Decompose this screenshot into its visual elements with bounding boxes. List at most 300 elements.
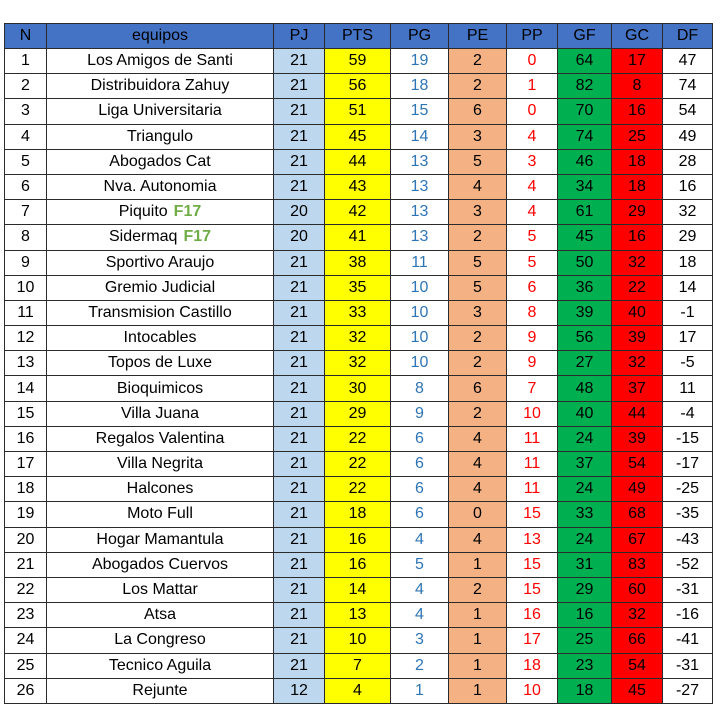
cell-pj: 21 (274, 477, 325, 502)
cell-gc: 32 (612, 250, 663, 275)
cell-gf: 64 (558, 49, 612, 74)
cell-pg: 13 (391, 149, 449, 174)
cell-gf: 70 (558, 99, 612, 124)
team-name: Rejunte (132, 681, 188, 699)
cell-gc: 44 (612, 401, 663, 426)
team-name: La Congreso (114, 631, 206, 649)
cell-team (47, 603, 274, 628)
cell-position: 4 (5, 124, 47, 149)
cell-pg: 19 (391, 49, 449, 74)
cell-pg: 10 (391, 326, 449, 351)
cell-team (47, 250, 274, 275)
table-row (5, 351, 713, 376)
cell-pe: 6 (449, 99, 507, 124)
cell-pp: 10 (507, 401, 558, 426)
cell-position: 2 (5, 74, 47, 99)
cell-df: -43 (663, 527, 713, 552)
cell-gf: 27 (558, 351, 612, 376)
cell-pe: 4 (449, 174, 507, 199)
cell-pg: 14 (391, 124, 449, 149)
cell-pp: 18 (507, 653, 558, 678)
cell-pp: 6 (507, 275, 558, 300)
team-name: Abogados Cuervos (91, 555, 229, 573)
cell-pts: 18 (325, 502, 391, 527)
table-row (5, 502, 713, 527)
cell-pts: 59 (325, 49, 391, 74)
team-name: Triangulo (126, 127, 194, 145)
team-name: Halcones (126, 480, 194, 498)
cell-df: -52 (663, 552, 713, 577)
cell-pj: 20 (274, 200, 325, 225)
header-pts: PTS (325, 24, 391, 49)
cell-gc: 18 (612, 149, 663, 174)
cell-position: 13 (5, 351, 47, 376)
cell-pts: 7 (325, 653, 391, 678)
cell-gf: 37 (558, 452, 612, 477)
cell-pe: 4 (449, 426, 507, 451)
cell-gf: 29 (558, 577, 612, 602)
cell-team (47, 628, 274, 653)
cell-team (47, 527, 274, 552)
cell-position: 18 (5, 477, 47, 502)
table-row (5, 49, 713, 74)
cell-pj: 21 (274, 603, 325, 628)
cell-gf: 33 (558, 502, 612, 527)
cell-pe: 2 (449, 401, 507, 426)
cell-position: 20 (5, 527, 47, 552)
cell-gf: 23 (558, 653, 612, 678)
cell-pts: 10 (325, 628, 391, 653)
table-row (5, 200, 713, 225)
cell-df: 18 (663, 250, 713, 275)
cell-gc: 32 (612, 351, 663, 376)
cell-pp: 16 (507, 603, 558, 628)
cell-pj: 21 (274, 49, 325, 74)
cell-pg: 10 (391, 300, 449, 325)
cell-team (47, 477, 274, 502)
cell-team (47, 401, 274, 426)
team-name: Liga Universitaria (98, 102, 222, 120)
cell-pe: 2 (449, 326, 507, 351)
cell-gc: 67 (612, 527, 663, 552)
cell-team (47, 376, 274, 401)
cell-gc: 83 (612, 552, 663, 577)
cell-pg: 10 (391, 351, 449, 376)
table-row (5, 124, 713, 149)
cell-pg: 13 (391, 200, 449, 225)
cell-pp: 15 (507, 502, 558, 527)
cell-pts: 51 (325, 99, 391, 124)
team-name: Sportivo Araujo (105, 253, 215, 271)
cell-pj: 21 (274, 250, 325, 275)
cell-pts: 32 (325, 351, 391, 376)
cell-position: 11 (5, 300, 47, 325)
cell-team (47, 351, 274, 376)
cell-position: 6 (5, 174, 47, 199)
table-row (5, 653, 713, 678)
cell-pts: 42 (325, 200, 391, 225)
cell-gc: 25 (612, 124, 663, 149)
cell-gf: 16 (558, 603, 612, 628)
cell-team (47, 502, 274, 527)
cell-pg: 6 (391, 502, 449, 527)
team-name: Tecnico Aguila (108, 656, 212, 674)
cell-position: 14 (5, 376, 47, 401)
cell-pts: 16 (325, 552, 391, 577)
cell-pp: 9 (507, 351, 558, 376)
cell-pp: 4 (507, 200, 558, 225)
cell-pj: 21 (274, 275, 325, 300)
team-name: Villa Negrita (117, 455, 203, 473)
cell-pj: 12 (274, 678, 325, 703)
cell-pg: 15 (391, 99, 449, 124)
table-body (5, 49, 713, 704)
cell-pj: 21 (274, 74, 325, 99)
cell-pg: 9 (391, 401, 449, 426)
cell-pe: 3 (449, 124, 507, 149)
cell-team (47, 452, 274, 477)
cell-gc: 17 (612, 49, 663, 74)
cell-df: -4 (663, 401, 713, 426)
cell-pp: 0 (507, 99, 558, 124)
cell-df: -16 (663, 603, 713, 628)
team-name: Transmision Castillo (88, 303, 232, 321)
cell-gc: 60 (612, 577, 663, 602)
cell-gf: 40 (558, 401, 612, 426)
cell-pts: 4 (325, 678, 391, 703)
cell-df: 28 (663, 149, 713, 174)
cell-position: 8 (5, 225, 47, 250)
cell-df: 54 (663, 99, 713, 124)
cell-gf: 31 (558, 552, 612, 577)
cell-df: -1 (663, 300, 713, 325)
cell-pj: 21 (274, 653, 325, 678)
cell-gf: 46 (558, 149, 612, 174)
cell-gf: 61 (558, 200, 612, 225)
cell-team (47, 426, 274, 451)
cell-team (47, 174, 274, 199)
cell-pg: 8 (391, 376, 449, 401)
header-pg: PG (391, 24, 449, 49)
team-name: Los Mattar (122, 581, 198, 599)
cell-gc: 45 (612, 678, 663, 703)
cell-gc: 18 (612, 174, 663, 199)
cell-pp: 10 (507, 678, 558, 703)
cell-pp: 11 (507, 477, 558, 502)
cell-position: 7 (5, 200, 47, 225)
cell-pe: 2 (449, 225, 507, 250)
cell-pe: 5 (449, 250, 507, 275)
cell-pe: 2 (449, 74, 507, 99)
cell-team (47, 74, 274, 99)
team-name: Villa Juana (121, 404, 199, 422)
cell-pg: 2 (391, 653, 449, 678)
cell-pts: 41 (325, 225, 391, 250)
table-row (5, 74, 713, 99)
cell-pts: 35 (325, 275, 391, 300)
table-row (5, 603, 713, 628)
cell-df: 47 (663, 49, 713, 74)
team-name: Abogados Cat (109, 152, 211, 170)
table-row (5, 678, 713, 703)
cell-pp: 17 (507, 628, 558, 653)
header-gc: GC (612, 24, 663, 49)
team-tag: F17 (183, 228, 212, 246)
cell-pp: 1 (507, 74, 558, 99)
table-row (5, 527, 713, 552)
cell-position: 10 (5, 275, 47, 300)
table-row (5, 426, 713, 451)
cell-gf: 36 (558, 275, 612, 300)
cell-pp: 9 (507, 326, 558, 351)
cell-gf: 56 (558, 326, 612, 351)
cell-pj: 21 (274, 149, 325, 174)
cell-pj: 21 (274, 577, 325, 602)
cell-pe: 6 (449, 376, 507, 401)
cell-pe: 3 (449, 200, 507, 225)
cell-team (47, 577, 274, 602)
cell-df: 49 (663, 124, 713, 149)
cell-pp: 5 (507, 225, 558, 250)
cell-team (47, 225, 274, 250)
cell-pg: 13 (391, 174, 449, 199)
table-row (5, 326, 713, 351)
cell-gc: 16 (612, 225, 663, 250)
cell-df: -25 (663, 477, 713, 502)
cell-team (47, 99, 274, 124)
cell-team (47, 552, 274, 577)
cell-df: -41 (663, 628, 713, 653)
cell-pe: 2 (449, 49, 507, 74)
cell-position: 19 (5, 502, 47, 527)
cell-team (47, 275, 274, 300)
cell-position: 22 (5, 577, 47, 602)
cell-gc: 68 (612, 502, 663, 527)
cell-gf: 24 (558, 527, 612, 552)
cell-team (47, 326, 274, 351)
cell-pe: 1 (449, 603, 507, 628)
header-team: equipos (47, 24, 274, 49)
cell-position: 15 (5, 401, 47, 426)
cell-df: -31 (663, 653, 713, 678)
cell-pe: 5 (449, 149, 507, 174)
cell-position: 25 (5, 653, 47, 678)
cell-pp: 15 (507, 577, 558, 602)
cell-pe: 5 (449, 275, 507, 300)
team-name: Nva. Autonomia (103, 178, 217, 196)
cell-pp: 8 (507, 300, 558, 325)
cell-pts: 44 (325, 149, 391, 174)
header-row (5, 24, 713, 49)
cell-df: -27 (663, 678, 713, 703)
team-name: Regalos Valentina (95, 429, 225, 447)
cell-pts: 29 (325, 401, 391, 426)
cell-pj: 21 (274, 628, 325, 653)
cell-team (47, 678, 274, 703)
cell-pg: 5 (391, 552, 449, 577)
cell-gc: 40 (612, 300, 663, 325)
team-name: Bioquimicos (116, 379, 204, 397)
table-row (5, 552, 713, 577)
cell-pe: 2 (449, 577, 507, 602)
table-row (5, 225, 713, 250)
cell-pj: 21 (274, 426, 325, 451)
cell-gc: 54 (612, 653, 663, 678)
cell-pp: 3 (507, 149, 558, 174)
cell-pj: 20 (274, 225, 325, 250)
cell-gc: 29 (612, 200, 663, 225)
table-row (5, 149, 713, 174)
cell-gc: 66 (612, 628, 663, 653)
cell-pj: 21 (274, 552, 325, 577)
cell-pe: 1 (449, 628, 507, 653)
cell-pe: 4 (449, 452, 507, 477)
cell-pp: 11 (507, 426, 558, 451)
cell-pp: 4 (507, 174, 558, 199)
cell-position: 16 (5, 426, 47, 451)
cell-pts: 56 (325, 74, 391, 99)
cell-df: 29 (663, 225, 713, 250)
cell-gf: 48 (558, 376, 612, 401)
cell-gc: 22 (612, 275, 663, 300)
cell-gf: 24 (558, 477, 612, 502)
cell-pg: 4 (391, 603, 449, 628)
cell-pe: 1 (449, 552, 507, 577)
team-name: Topos de Luxe (107, 354, 213, 372)
cell-pts: 45 (325, 124, 391, 149)
team-name: Atsa (143, 606, 176, 624)
cell-gf: 24 (558, 426, 612, 451)
cell-df: 14 (663, 275, 713, 300)
cell-pg: 6 (391, 426, 449, 451)
table-row (5, 477, 713, 502)
team-tag: F17 (173, 203, 202, 221)
cell-pg: 3 (391, 628, 449, 653)
cell-pp: 11 (507, 452, 558, 477)
cell-df: 16 (663, 174, 713, 199)
cell-gf: 74 (558, 124, 612, 149)
cell-gf: 34 (558, 174, 612, 199)
cell-gf: 39 (558, 300, 612, 325)
cell-pts: 38 (325, 250, 391, 275)
cell-pe: 0 (449, 502, 507, 527)
cell-pj: 21 (274, 124, 325, 149)
cell-pg: 1 (391, 678, 449, 703)
cell-position: 12 (5, 326, 47, 351)
cell-pp: 4 (507, 124, 558, 149)
header-pe: PE (449, 24, 507, 49)
standings-table (4, 23, 713, 704)
team-name: Moto Full (127, 505, 193, 523)
team-name: Los Amigos de Santi (87, 52, 233, 70)
cell-pe: 4 (449, 527, 507, 552)
cell-position: 21 (5, 552, 47, 577)
cell-pts: 13 (325, 603, 391, 628)
cell-pe: 3 (449, 300, 507, 325)
table-row (5, 300, 713, 325)
team-name: Hogar Mamantula (96, 530, 224, 548)
cell-gc: 54 (612, 452, 663, 477)
team-name: Distribuidora Zahuy (90, 77, 230, 95)
cell-pp: 5 (507, 250, 558, 275)
cell-team (47, 149, 274, 174)
cell-df: -15 (663, 426, 713, 451)
team-name: Sidermaq (108, 228, 178, 246)
cell-df: 17 (663, 326, 713, 351)
cell-position: 1 (5, 49, 47, 74)
header-pp: PP (507, 24, 558, 49)
cell-pts: 43 (325, 174, 391, 199)
cell-gc: 32 (612, 603, 663, 628)
cell-gc: 49 (612, 477, 663, 502)
cell-pj: 21 (274, 527, 325, 552)
cell-team (47, 653, 274, 678)
cell-df: -5 (663, 351, 713, 376)
cell-pts: 30 (325, 376, 391, 401)
cell-pg: 4 (391, 577, 449, 602)
table-row (5, 99, 713, 124)
cell-team (47, 300, 274, 325)
table-row (5, 250, 713, 275)
cell-position: 23 (5, 603, 47, 628)
cell-pg: 11 (391, 250, 449, 275)
cell-gc: 16 (612, 99, 663, 124)
cell-pp: 0 (507, 49, 558, 74)
cell-position: 26 (5, 678, 47, 703)
cell-position: 3 (5, 99, 47, 124)
cell-df: -31 (663, 577, 713, 602)
cell-team (47, 200, 274, 225)
cell-df: 11 (663, 376, 713, 401)
team-name: Piquito (118, 203, 168, 221)
table-row (5, 401, 713, 426)
cell-position: 5 (5, 149, 47, 174)
cell-pj: 21 (274, 502, 325, 527)
header-df: DF (663, 24, 713, 49)
cell-pj: 21 (274, 376, 325, 401)
table-row (5, 628, 713, 653)
cell-pts: 14 (325, 577, 391, 602)
cell-pj: 21 (274, 326, 325, 351)
cell-pts: 22 (325, 477, 391, 502)
cell-gc: 39 (612, 426, 663, 451)
team-name: Intocables (123, 329, 197, 347)
cell-pg: 4 (391, 527, 449, 552)
team-name: Gremio Judicial (104, 278, 216, 296)
cell-gf: 45 (558, 225, 612, 250)
table-row (5, 452, 713, 477)
cell-gf: 50 (558, 250, 612, 275)
cell-pg: 13 (391, 225, 449, 250)
cell-pp: 7 (507, 376, 558, 401)
cell-gc: 39 (612, 326, 663, 351)
cell-position: 9 (5, 250, 47, 275)
cell-pj: 21 (274, 401, 325, 426)
cell-pts: 22 (325, 452, 391, 477)
cell-pe: 1 (449, 653, 507, 678)
cell-pg: 6 (391, 477, 449, 502)
cell-pj: 21 (274, 99, 325, 124)
cell-pj: 21 (274, 452, 325, 477)
cell-pe: 4 (449, 477, 507, 502)
cell-gf: 82 (558, 74, 612, 99)
cell-pts: 16 (325, 527, 391, 552)
standings-table-container (4, 23, 713, 704)
cell-pj: 21 (274, 351, 325, 376)
cell-team (47, 124, 274, 149)
cell-pe: 2 (449, 351, 507, 376)
cell-gc: 37 (612, 376, 663, 401)
